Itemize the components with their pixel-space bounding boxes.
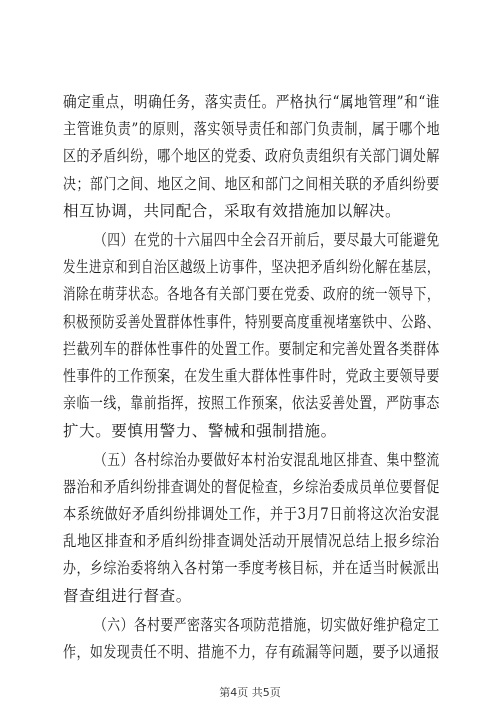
body-line: 区的矛盾纠纷，哪个地区的党委、政府负责组织有关部门调处解 bbox=[63, 147, 440, 166]
paragraph-start-line: （六）各村要严密落实各项防范措施，切实做好维护稳定工 bbox=[94, 615, 440, 634]
body-line: 器治和矛盾纠纷排查调处的督促检查，乡综治委成员单位要督促 bbox=[63, 477, 440, 496]
body-line: 确定重点，明确任务，落实责任。严格执行“属地管理”和“谁 bbox=[63, 93, 441, 111]
body-line: 性事件的工作预案，在发生重大群体性事件时，党政主要领导要 bbox=[63, 367, 440, 385]
body-line: 消除在萌芽状态。各地各有关部门要在党委、政府的统一领导下， bbox=[63, 285, 440, 304]
body-line: 办，乡综治委将纳入各村第一季度考核目标，并在适当时候派出 bbox=[63, 559, 440, 578]
body-line: 乱地区排查和矛盾纠纷排查调处活动开展情况总结上报乡综治 bbox=[63, 532, 440, 551]
body-line: 决；部门之间、地区之间、地区和部门之间相关联的矛盾纠纷要 bbox=[63, 174, 440, 193]
body-line: 积极预防妥善处置群体性事件，特别要高度重视堵塞铁中、公路、 bbox=[63, 312, 440, 331]
body-line: 拦截列车的群体性事件的处置工作。要制定和完善处置各类群体 bbox=[63, 339, 440, 358]
body-line: 亲临一线，靠前指挥，按照工作预案，依法妥善处置，严防事态 bbox=[63, 394, 440, 413]
body-line: 主管谁负责”的原则，落实领导责任和部门负责制，属于哪个地 bbox=[63, 120, 441, 139]
body-line: 相互协调，共同配合，采取有效措施加以解决。 bbox=[63, 201, 402, 220]
page-number-footer: 第4页 共5页 bbox=[219, 686, 281, 699]
body-line: 作，如发现责任不明、措施不力，存有疏漏等问题，要予以通报 bbox=[63, 642, 440, 661]
body-line: 扩大。要慎用警力、警械和强制措施。 bbox=[63, 421, 337, 440]
paragraph-start-line: （五）各村综治办要做好本村治安混乱地区排查、集中整流 bbox=[94, 450, 440, 469]
paragraph-start-line: （四）在党的十六届四中全会召开前后，要尽最大可能避免 bbox=[94, 230, 440, 249]
body-line: 本系统做好矛盾纠纷排调处工作，并于3月7日前将这次治安混 bbox=[63, 504, 440, 523]
body-line: 督查组进行督查。 bbox=[63, 586, 192, 605]
body-line: 发生进京和到自治区越级上访事件，坚决把矛盾纠纷化解在基层， bbox=[63, 258, 440, 277]
